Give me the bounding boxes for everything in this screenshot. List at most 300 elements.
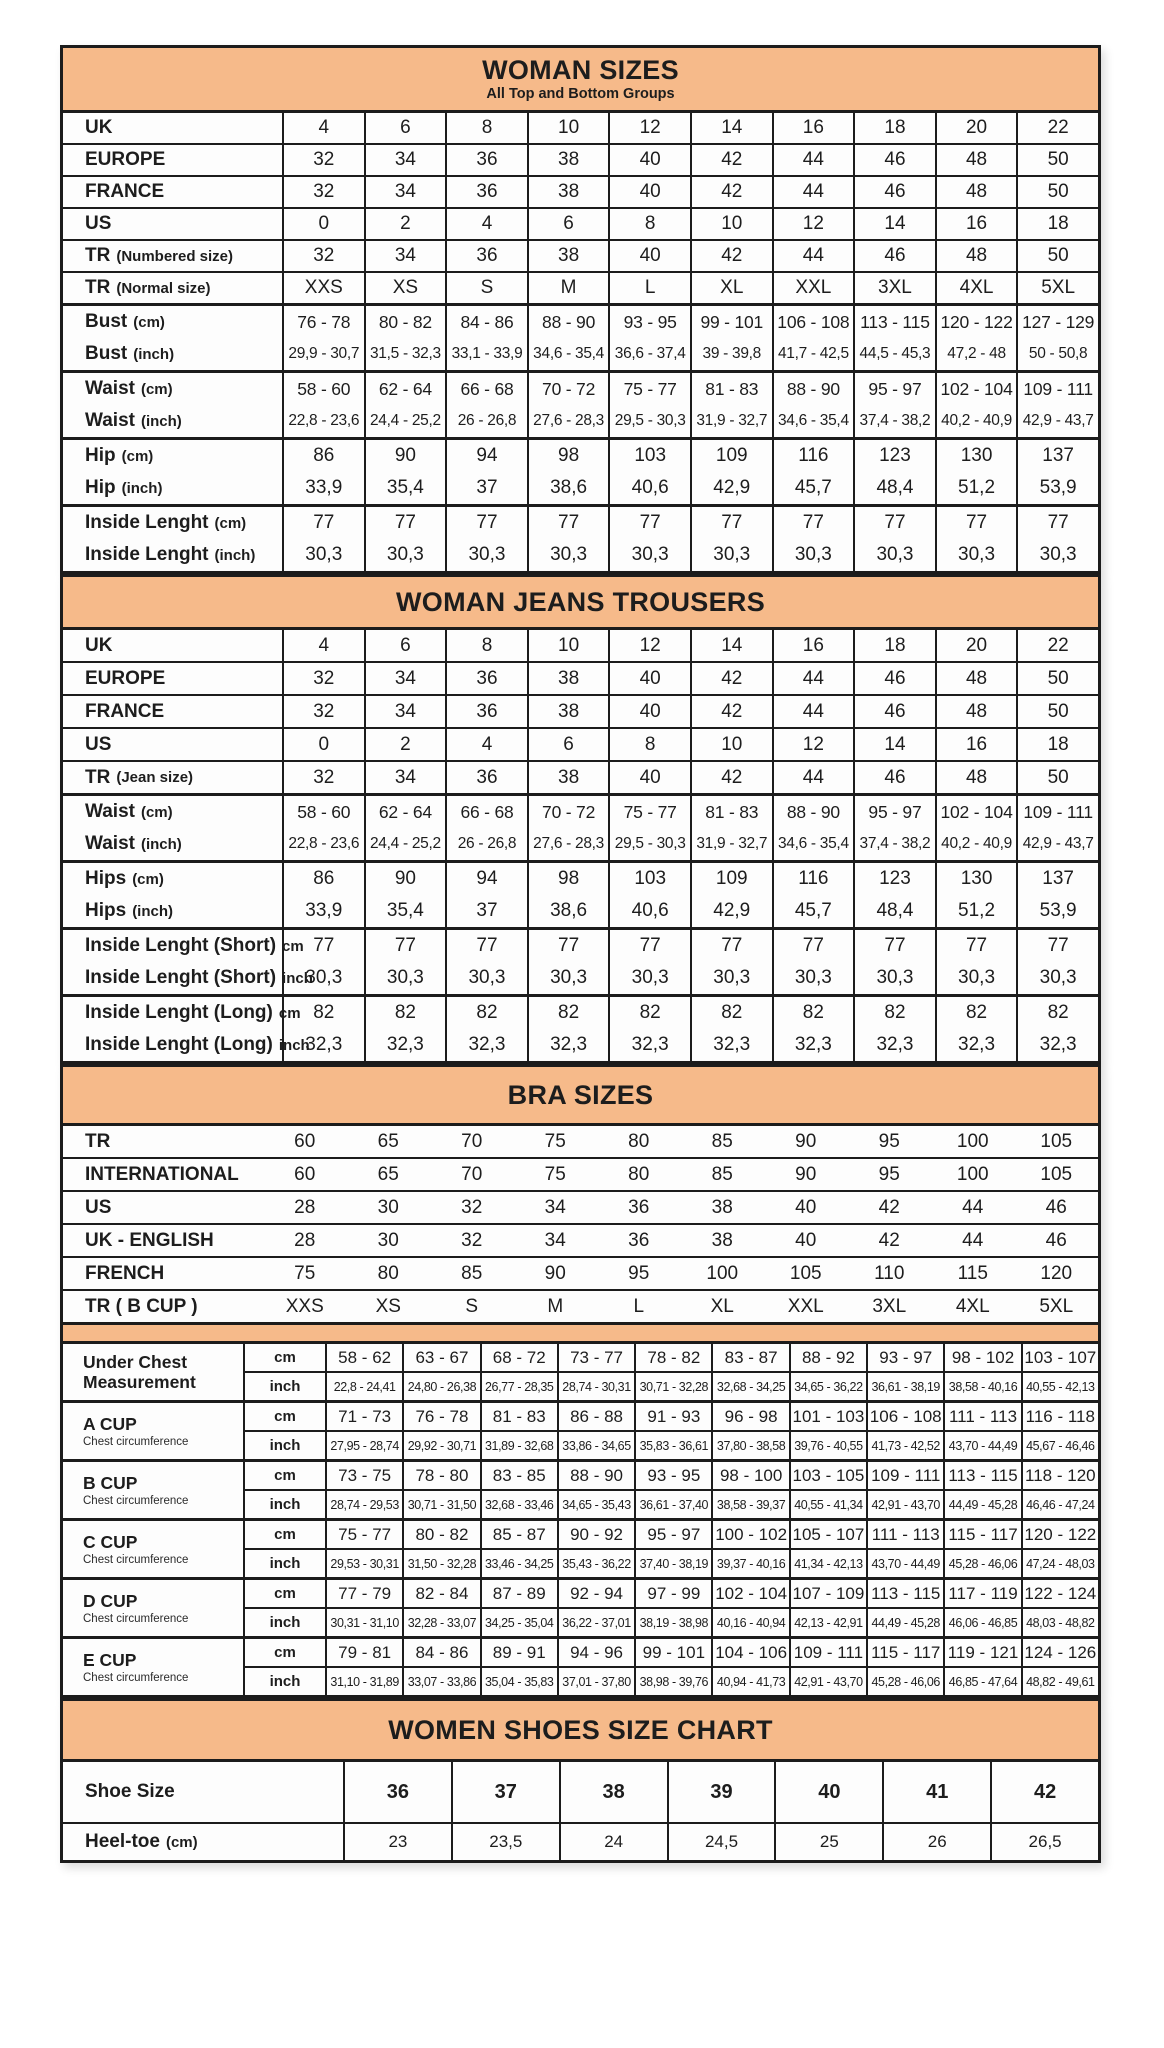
- bra-cup-label: A CUP: [83, 1414, 137, 1434]
- row-label-cell: [63, 145, 282, 175]
- size-value-cell: 40,55 - 42,13: [1021, 1373, 1098, 1400]
- row-label: US: [85, 733, 112, 755]
- size-value-cell: 25: [774, 1824, 882, 1860]
- size-value-cell: 30,3: [445, 539, 527, 571]
- size-value-cell: 90: [544, 1262, 566, 1284]
- size-value-cell: 36: [628, 1229, 650, 1251]
- size-value-cell: 37,4 - 38,2: [853, 828, 935, 860]
- bra-cup-row-group: [63, 1577, 1098, 1636]
- size-value-cell: 44: [962, 1196, 984, 1218]
- size-value-cell: 78 - 80: [402, 1462, 479, 1489]
- size-value-cell: 29,92 - 30,71: [402, 1432, 479, 1459]
- size-value-cell: 96 - 98: [711, 1403, 788, 1430]
- size-value-cell: 32,3: [690, 1029, 772, 1061]
- row-label-cell: [63, 630, 282, 661]
- size-value-cell: 48: [935, 762, 1017, 793]
- size-value-cell: 32: [282, 663, 364, 694]
- size-value-cell: 23,5: [451, 1824, 559, 1860]
- size-value-cell: 4: [282, 630, 364, 661]
- row-label-cell: [63, 472, 282, 504]
- bra-cup-label: C CUP: [83, 1532, 138, 1552]
- size-value-cell: 41: [882, 1762, 990, 1822]
- table-row: [63, 661, 1098, 694]
- unit-label-cell: cm: [243, 1344, 325, 1371]
- size-value-cell: 103 - 107: [1021, 1344, 1098, 1371]
- size-value-cell: 38: [559, 1762, 667, 1822]
- bra-conversion-rows: [63, 1126, 1098, 1322]
- bra-cup-values: [243, 1403, 1098, 1459]
- size-value-cell: 38,98 - 39,76: [634, 1668, 711, 1695]
- row-label: INTERNATIONAL: [85, 1163, 239, 1185]
- woman-jeans-trousers-table: [60, 574, 1101, 1064]
- size-value-cell: 34,6 - 35,4: [772, 405, 854, 437]
- size-value-cell: 90: [795, 1163, 817, 1185]
- size-value-cell: L: [608, 273, 690, 303]
- size-value-cell: 105: [1040, 1163, 1073, 1185]
- size-value-cell: 120 - 122: [1021, 1521, 1098, 1548]
- row-label-cell: [63, 507, 282, 539]
- size-value-cell: 4: [445, 729, 527, 760]
- size-value-cell: 106 - 108: [866, 1403, 943, 1430]
- size-value-cell: 28,74 - 29,53: [325, 1491, 402, 1518]
- bra-measurement-groups: [63, 1344, 1098, 1695]
- size-value-cell: 82: [445, 997, 527, 1029]
- row-sublabel: cm: [282, 937, 304, 955]
- table-row: [63, 1223, 1098, 1256]
- size-value-cell: 77: [527, 507, 609, 539]
- size-value-cell: 106 - 108: [772, 306, 854, 338]
- size-value-cell: 48,4: [853, 895, 935, 927]
- row-label: Shoe Size: [85, 1781, 175, 1802]
- bra-cup-sublabel: Chest circumference: [83, 1495, 189, 1507]
- size-value-cell: 32: [282, 145, 364, 175]
- size-value-cell: 34,6 - 35,4: [772, 828, 854, 860]
- row-label: Inside Lenght (Long): [85, 1034, 273, 1055]
- size-value-cell: 77: [445, 507, 527, 539]
- size-value-cell: 40,2 - 40,9: [935, 405, 1017, 437]
- row-label: FRENCH: [85, 1262, 165, 1284]
- size-value-cell: 38,58 - 39,37: [711, 1491, 788, 1518]
- size-value-cell: 44,49 - 45,28: [943, 1491, 1020, 1518]
- size-value-cell: 28,74 - 30,31: [557, 1373, 634, 1400]
- size-value-cell: 40: [608, 663, 690, 694]
- table-row: [63, 1822, 1098, 1860]
- size-value-cell: 42,9 - 43,7: [1016, 405, 1098, 437]
- bra-cup-row-group: [63, 1344, 1098, 1400]
- table-row: [63, 927, 1098, 962]
- size-value-cell: 40: [774, 1762, 882, 1822]
- size-value-cell: 37,01 - 37,80: [557, 1668, 634, 1695]
- size-value-cell: 66 - 68: [445, 373, 527, 405]
- size-value-cell: 73 - 75: [325, 1462, 402, 1489]
- size-value-cell: 77: [690, 507, 772, 539]
- row-sublabel: inch: [282, 969, 313, 987]
- size-value-cell: 34,65 - 36,22: [789, 1373, 866, 1400]
- size-value-cell: 34: [364, 663, 446, 694]
- row-label-cell: [63, 1029, 310, 1061]
- size-value-cell: 37,40 - 38,19: [634, 1550, 711, 1577]
- table-subtitle: All Top and Bottom Groups: [486, 86, 675, 103]
- size-value-cell: 35,83 - 36,61: [634, 1432, 711, 1459]
- size-value-cell: 32,3: [282, 1029, 364, 1061]
- bra-cup-row-group: [63, 1459, 1098, 1518]
- size-value-cell: 80 - 82: [364, 306, 446, 338]
- size-value-cell: 32: [282, 762, 364, 793]
- size-value-cell: 90: [364, 863, 446, 895]
- size-value-cell: 46: [853, 663, 935, 694]
- size-value-cell: 0: [282, 209, 364, 239]
- size-value-cell: 35,43 - 36,22: [557, 1550, 634, 1577]
- row-label-cell: [63, 1258, 263, 1289]
- size-value-cell: 0: [282, 729, 364, 760]
- size-value-cell: 95 - 97: [634, 1521, 711, 1548]
- size-value-cell: 95 - 97: [853, 796, 935, 828]
- size-value-cell: 38,6: [527, 472, 609, 504]
- size-value-cell: 77: [1016, 507, 1098, 539]
- size-value-cell: 36: [445, 663, 527, 694]
- unit-label-cell: inch: [243, 1609, 325, 1636]
- size-value-cell: 102 - 104: [935, 373, 1017, 405]
- size-value-cell: 115: [957, 1262, 988, 1284]
- bra-cup-label-cell: [63, 1403, 243, 1459]
- size-value-cell: 77: [935, 507, 1017, 539]
- size-value-cell: 42,9: [690, 895, 772, 927]
- size-value-cell: XXL: [787, 1295, 824, 1317]
- size-value-cell: 46,06 - 46,85: [943, 1609, 1020, 1636]
- size-value-cell: 84 - 86: [402, 1639, 479, 1666]
- size-value-cell: 77: [608, 507, 690, 539]
- size-value-cell: XXS: [282, 273, 364, 303]
- size-value-cell: 32,3: [1016, 1029, 1098, 1061]
- size-value-cell: 86 - 88: [557, 1403, 634, 1430]
- size-value-cell: 30,71 - 32,28: [634, 1373, 711, 1400]
- size-value-cell: XS: [375, 1295, 401, 1317]
- size-value-cell: 26: [882, 1824, 990, 1860]
- size-value-cell: 34,65 - 35,43: [557, 1491, 634, 1518]
- size-value-cell: 30,3: [690, 962, 772, 994]
- size-value-cell: 82: [853, 997, 935, 1029]
- size-value-cell: 41,7 - 42,5: [772, 338, 854, 370]
- size-value-cell: 82 - 84: [402, 1580, 479, 1607]
- size-value-cell: 111 - 113: [866, 1521, 943, 1548]
- size-value-cell: 32: [461, 1229, 483, 1251]
- row-label: UK - ENGLISH: [85, 1229, 214, 1251]
- bra-cup-sublabel: Chest circumference: [83, 1672, 189, 1684]
- size-value-cell: 46: [853, 762, 935, 793]
- size-value-cell: 4: [445, 209, 527, 239]
- table-row: [63, 630, 1098, 661]
- size-value-cell: 5XL: [1039, 1295, 1074, 1317]
- row-label: Bust: [85, 311, 128, 332]
- row-label-cell: [63, 1824, 343, 1860]
- size-value-cell: 80: [377, 1262, 399, 1284]
- size-value-cell: 31,10 - 31,89: [325, 1668, 402, 1695]
- size-value-cell: 122 - 124: [1021, 1580, 1098, 1607]
- size-value-cell: 113 - 115: [866, 1580, 943, 1607]
- size-value-cell: 70: [461, 1130, 483, 1152]
- size-value-cell: 38,6: [527, 895, 609, 927]
- size-value-cell: 32: [461, 1196, 483, 1218]
- size-value-cell: 50: [1016, 696, 1098, 727]
- row-label: Inside Lenght (Short): [85, 935, 277, 956]
- row-label: TR: [85, 277, 111, 298]
- size-value-cell: 38: [527, 663, 609, 694]
- size-value-cell: 84 - 86: [445, 306, 527, 338]
- size-value-cell: 22,8 - 23,6: [282, 405, 364, 437]
- table-row: [63, 437, 1098, 472]
- size-value-cell: 14: [853, 729, 935, 760]
- size-value-cell: 90: [364, 440, 446, 472]
- size-value-cell: 20: [935, 630, 1017, 661]
- size-value-cell: 82: [282, 997, 364, 1029]
- size-value-cell: 76 - 78: [282, 306, 364, 338]
- size-value-cell: 80: [628, 1163, 650, 1185]
- size-value-cell: 42,91 - 43,70: [789, 1668, 866, 1695]
- row-sublabel: (cm): [133, 313, 165, 331]
- size-value-cell: 109 - 111: [1016, 796, 1098, 828]
- measurement-row: [243, 1666, 1098, 1695]
- size-value-cell: 42: [690, 762, 772, 793]
- row-label: Waist: [85, 410, 135, 431]
- size-value-cell: 77: [608, 930, 690, 962]
- size-value-cell: 78 - 82: [634, 1344, 711, 1371]
- size-value-cell: 38: [527, 241, 609, 271]
- size-value-cell: 88 - 90: [557, 1462, 634, 1489]
- size-value-cell: 18: [1016, 209, 1098, 239]
- size-value-cell: 23: [343, 1824, 451, 1860]
- row-sublabel: (Jean size): [116, 769, 194, 786]
- size-value-cell: 8: [608, 209, 690, 239]
- size-value-cell: 26 - 26,8: [445, 828, 527, 860]
- size-value-cell: 86: [282, 863, 364, 895]
- size-value-cell: 30,3: [935, 962, 1017, 994]
- size-value-cell: 36: [628, 1196, 650, 1218]
- row-label: Inside Lenght (Long): [85, 1002, 273, 1023]
- size-value-cell: 65: [377, 1163, 399, 1185]
- size-value-cell: 83 - 87: [711, 1344, 788, 1371]
- size-value-cell: 12: [608, 113, 690, 143]
- size-value-cell: 32,3: [935, 1029, 1017, 1061]
- size-value-cell: 46: [853, 145, 935, 175]
- unit-label-cell: inch: [243, 1668, 325, 1695]
- size-value-cell: 80: [628, 1130, 650, 1152]
- size-value-cell: 71 - 73: [325, 1403, 402, 1430]
- bra-cup-sublabel: Chest circumference: [83, 1613, 189, 1625]
- size-value-cell: 30,3: [527, 539, 609, 571]
- row-label-cell: [63, 373, 282, 405]
- size-value-cell: 100: [956, 1130, 989, 1152]
- size-value-cell: 75 - 77: [608, 373, 690, 405]
- row-label-cell: [63, 338, 282, 370]
- measurement-row: [243, 1639, 1098, 1666]
- size-value-cell: 40,55 - 41,34: [789, 1491, 866, 1518]
- size-value-cell: 109: [690, 440, 772, 472]
- size-value-cell: 68 - 72: [480, 1344, 557, 1371]
- size-value-cell: 32,3: [608, 1029, 690, 1061]
- size-value-cell: 33,9: [282, 895, 364, 927]
- size-value-cell: 44: [772, 241, 854, 271]
- size-value-cell: 94: [445, 863, 527, 895]
- size-value-cell: 93 - 97: [866, 1344, 943, 1371]
- size-value-cell: 92 - 94: [557, 1580, 634, 1607]
- table-rows: [63, 1762, 1098, 1860]
- size-value-cell: 34,25 - 35,04: [480, 1609, 557, 1636]
- size-value-cell: 137: [1016, 440, 1098, 472]
- bra-cup-label-cell: [63, 1521, 243, 1577]
- size-value-cell: 10: [527, 630, 609, 661]
- table-row: [63, 1126, 1098, 1157]
- size-value-cell: 3XL: [872, 1295, 907, 1317]
- row-label: UK: [85, 117, 113, 138]
- size-value-cell: 26,77 - 28,35: [480, 1373, 557, 1400]
- size-value-cell: 115 - 117: [866, 1639, 943, 1666]
- size-value-cell: 82: [527, 997, 609, 1029]
- table-row: [63, 472, 1098, 504]
- size-value-cell: 4: [282, 113, 364, 143]
- size-value-cell: 31,9 - 32,7: [690, 405, 772, 437]
- size-value-cell: 107 - 109: [789, 1580, 866, 1607]
- size-value-cell: 39: [667, 1762, 775, 1822]
- women-shoes-size-table: [60, 1698, 1101, 1863]
- size-value-cell: 115 - 117: [943, 1521, 1020, 1548]
- size-value-cell: 48: [935, 177, 1017, 207]
- row-sublabel: inch: [278, 1036, 310, 1054]
- size-value-cell: 103 - 105: [789, 1462, 866, 1489]
- unit-label-cell: cm: [243, 1639, 325, 1666]
- unit-label-cell: inch: [243, 1373, 325, 1400]
- unit-label-cell: cm: [243, 1521, 325, 1548]
- size-value-cell: 40,94 - 41,73: [711, 1668, 788, 1695]
- size-value-cell: 46: [853, 241, 935, 271]
- unit-label-cell: cm: [243, 1462, 325, 1489]
- size-value-cell: 53,9: [1016, 472, 1098, 504]
- size-value-cell: 123: [853, 863, 935, 895]
- size-value-cell: 104 - 106: [711, 1639, 788, 1666]
- size-value-cell: 44,49 - 45,28: [866, 1609, 943, 1636]
- bra-cup-label-cell: [63, 1580, 243, 1636]
- size-value-cell: 43,70 - 44,49: [943, 1432, 1020, 1459]
- size-value-cell: 101 - 103: [789, 1403, 866, 1430]
- size-value-cell: 90: [795, 1130, 817, 1152]
- size-value-cell: 91 - 93: [634, 1403, 711, 1430]
- size-value-cell: 116 - 118: [1021, 1403, 1098, 1430]
- size-value-cell: 109 - 111: [866, 1462, 943, 1489]
- size-value-cell: 77: [853, 507, 935, 539]
- size-value-cell: 48,4: [853, 472, 935, 504]
- size-value-cell: 42,9 - 43,7: [1016, 828, 1098, 860]
- table-row: [63, 175, 1098, 207]
- table-row: [63, 370, 1098, 405]
- size-value-cell: 29,53 - 30,31: [325, 1550, 402, 1577]
- size-value-cell: 77: [853, 930, 935, 962]
- size-value-cell: 36: [445, 762, 527, 793]
- table-row: [63, 239, 1098, 271]
- size-value-cell: 46: [853, 696, 935, 727]
- size-value-cell: 12: [608, 630, 690, 661]
- size-value-cell: 81 - 83: [480, 1403, 557, 1430]
- size-value-cell: 47,24 - 48,03: [1021, 1550, 1098, 1577]
- row-label: FRANCE: [85, 700, 165, 722]
- table-row: [63, 760, 1098, 793]
- size-value-cell: 86: [282, 440, 364, 472]
- row-label: TR: [85, 1130, 111, 1152]
- size-value-cell: 24,4 - 25,2: [364, 405, 446, 437]
- size-value-cell: 48: [935, 663, 1017, 694]
- size-value-cell: 32,68 - 34,25: [711, 1373, 788, 1400]
- size-value-cell: 30,3: [935, 539, 1017, 571]
- row-label-cell: [63, 113, 282, 143]
- size-value-cell: 30,3: [772, 539, 854, 571]
- table-row: [63, 828, 1098, 860]
- size-value-cell: 22: [1016, 630, 1098, 661]
- row-sublabel: (cm): [140, 380, 173, 398]
- size-value-cell: 75: [544, 1130, 566, 1152]
- size-value-cell: 29,9 - 30,7: [282, 338, 364, 370]
- size-value-cell: 37: [445, 895, 527, 927]
- size-value-cell: 14: [690, 113, 772, 143]
- size-value-cell: 5XL: [1016, 273, 1098, 303]
- row-label-cell: [63, 1192, 263, 1223]
- size-value-cell: 36: [445, 177, 527, 207]
- size-value-cell: 98: [527, 440, 609, 472]
- row-label-cell: [63, 241, 282, 271]
- size-value-cell: 6: [527, 209, 609, 239]
- size-value-cell: 42: [690, 241, 772, 271]
- size-value-cell: 123: [853, 440, 935, 472]
- row-label-cell: [63, 209, 282, 239]
- size-value-cell: 66 - 68: [445, 796, 527, 828]
- size-value-cell: 34: [544, 1229, 566, 1251]
- size-value-cell: 18: [853, 113, 935, 143]
- measurement-row: [243, 1371, 1098, 1400]
- size-value-cell: 42: [690, 696, 772, 727]
- size-value-cell: 93 - 95: [608, 306, 690, 338]
- unit-label-cell: cm: [243, 1580, 325, 1607]
- size-value-cell: 50: [1016, 177, 1098, 207]
- measurement-row: [243, 1403, 1098, 1430]
- size-value-cell: 30,71 - 31,50: [402, 1491, 479, 1518]
- measurement-row: [243, 1489, 1098, 1518]
- size-value-cell: 44: [962, 1229, 984, 1251]
- table-row: [63, 1762, 1098, 1822]
- size-value-cell: 87 - 89: [480, 1580, 557, 1607]
- size-value-cell: 110: [874, 1262, 905, 1284]
- size-value-cell: 37: [445, 472, 527, 504]
- size-value-cell: 105: [1040, 1130, 1073, 1152]
- size-value-cell: 12: [772, 209, 854, 239]
- size-value-cell: 117 - 119: [943, 1580, 1020, 1607]
- size-value-cell: 45,28 - 46,06: [866, 1668, 943, 1695]
- size-value-cell: 62 - 64: [364, 373, 446, 405]
- size-value-cell: 30,3: [282, 962, 364, 994]
- row-label-cell: [63, 895, 282, 927]
- size-value-cell: 46,46 - 47,24: [1021, 1491, 1098, 1518]
- size-value-cell: 88 - 90: [772, 796, 854, 828]
- size-value-cell: 42,91 - 43,70: [866, 1491, 943, 1518]
- row-label: UK: [85, 634, 113, 656]
- row-label: Waist: [85, 833, 135, 854]
- size-value-cell: 10: [527, 113, 609, 143]
- size-value-cell: 40,16 - 40,94: [711, 1609, 788, 1636]
- row-label-cell: [63, 1762, 343, 1822]
- size-value-cell: 34: [364, 177, 446, 207]
- size-value-cell: 70 - 72: [527, 796, 609, 828]
- size-value-cell: 32,3: [527, 1029, 609, 1061]
- table-row: [63, 994, 1098, 1029]
- size-value-cell: 37,4 - 38,2: [853, 405, 935, 437]
- size-value-cell: 46: [853, 177, 935, 207]
- table-title: BRA SIZES: [507, 1079, 654, 1110]
